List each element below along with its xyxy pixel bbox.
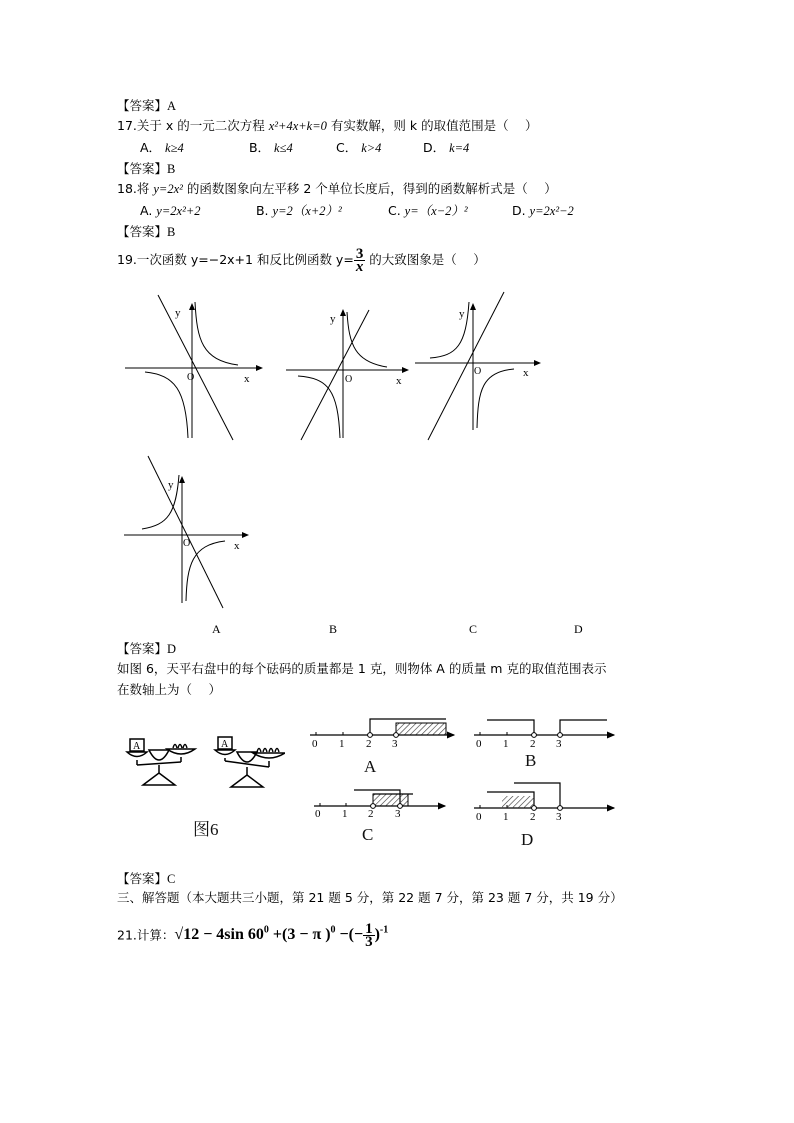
graph-label-a: A xyxy=(212,622,221,636)
stem-text: 将 xyxy=(136,181,154,196)
answer-value: D xyxy=(167,642,177,656)
q19-stem xyxy=(117,246,486,274)
q18-options xyxy=(140,202,574,220)
answer-value: B xyxy=(167,162,176,176)
number-line-label-b: B xyxy=(525,751,537,770)
hyperbola-branch xyxy=(145,372,188,438)
answer-value: C xyxy=(167,872,176,886)
number-line-option-d xyxy=(472,780,622,814)
svg-text:x: x xyxy=(396,375,402,387)
question-number: 18. xyxy=(117,181,137,196)
graph-label-d: D xyxy=(574,622,583,636)
graph-label-b: B xyxy=(329,622,338,636)
number-line-label-d: D xyxy=(521,830,534,849)
option-c: C. y=（x−2）² xyxy=(387,203,468,218)
q17-options xyxy=(140,139,469,157)
svg-text:A: A xyxy=(221,739,229,750)
stem-text: 计算： xyxy=(136,927,175,943)
answer-label: 【答案】 xyxy=(117,224,168,239)
option-b: B． k≤4 xyxy=(248,140,293,155)
equation: y=2x² xyxy=(153,182,183,196)
hyperbola-branch xyxy=(195,302,238,365)
answer-label: 【答案】 xyxy=(117,98,168,113)
q21-stem xyxy=(117,914,388,952)
q18-stem xyxy=(117,180,557,198)
q19-answer xyxy=(117,640,176,658)
stem-text: 关于 x 的一元二次方程 xyxy=(136,118,269,133)
linear-function-line xyxy=(301,310,369,440)
stem-text: 的大致图象是（ ） xyxy=(365,252,486,267)
q17-stem xyxy=(117,117,538,135)
figure-caption: 图6 xyxy=(193,820,219,839)
svg-text:y: y xyxy=(168,479,174,491)
hyperbola-branch xyxy=(298,376,340,438)
stem-text: 有实数解，则 k 的取值范围是（ ） xyxy=(326,118,538,133)
number-line-label-c: C xyxy=(362,825,374,844)
graph-option-c xyxy=(412,290,547,442)
linear-function-line xyxy=(148,456,223,608)
stem-text: 一次函数 y=−2x+1 和反比例函数 y= xyxy=(136,252,354,267)
question-number: 21. xyxy=(117,927,137,943)
option-d: D． k=4 xyxy=(422,140,470,155)
answer-label: 【答案】 xyxy=(117,641,168,656)
graph-option-a xyxy=(120,290,270,442)
svg-text:O: O xyxy=(474,366,482,377)
option-a: A． k≥4 xyxy=(140,140,184,155)
graph-option-b xyxy=(283,290,413,442)
q16-answer xyxy=(117,97,176,115)
number-line-option-b xyxy=(472,712,622,744)
answer-value: B xyxy=(167,225,176,239)
object-a-label: A xyxy=(133,741,141,752)
hyperbola-branch xyxy=(477,369,514,428)
hyperbola-branch xyxy=(186,541,225,601)
y-label: y xyxy=(175,307,181,319)
balance-scales-figure xyxy=(125,735,285,795)
answer-value: A xyxy=(167,99,177,113)
answer-label: 【答案】 xyxy=(117,161,168,176)
svg-text:x: x xyxy=(234,540,240,552)
option-b: B. y=2（x+2）² xyxy=(255,203,342,218)
svg-text:x: x xyxy=(523,367,529,379)
graph-option-d xyxy=(120,453,255,613)
fraction-3-over-x: $\frac{3}{x}$ xyxy=(355,246,364,275)
number-line-option-c xyxy=(310,785,460,815)
answer-label: 【答案】 xyxy=(117,871,168,886)
x-label: x xyxy=(244,373,250,385)
q20-stem-line1: 如图 6，天平右盘中的每个砝码的质量都是 1 克，则物体 A 的质量 m 克的取值范围表示 xyxy=(117,661,607,676)
expression: √12 − 4sin $60^0 +(3 - \pi$ )$^0$ −(− $\frac{1}{3}$ )$^{-1}$ xyxy=(174,921,389,951)
svg-text:O: O xyxy=(345,374,353,385)
option-d: D. y=2x²−2 xyxy=(511,203,574,218)
option-c: C． k>4 xyxy=(335,140,382,155)
graph-label-c: C xyxy=(469,622,478,636)
section-heading: 三、解答题（本大题共三小题，第 21 题 5 分，第 22 题 7 分，第 23 题 7 分，共 19 分） xyxy=(117,890,623,905)
svg-text:O: O xyxy=(183,538,191,549)
equation: x²+4x+k=0 xyxy=(268,119,327,133)
q20-stem-line2: 在数轴上为（ ） xyxy=(117,682,221,697)
origin-label: O xyxy=(187,372,195,383)
hyperbola-branch xyxy=(347,312,387,367)
stem-text: 的函数图象向左平移 2 个单位长度后，得到的函数解析式是（ ） xyxy=(182,181,557,196)
question-number: 19. xyxy=(117,252,137,267)
number-line-option-a xyxy=(308,712,458,744)
option-a: A. y=2x²+2 xyxy=(140,203,201,218)
number-line-label-a: A xyxy=(364,757,377,776)
svg-text:y: y xyxy=(330,313,336,325)
q18-answer xyxy=(117,223,175,241)
question-number: 17. xyxy=(117,118,137,133)
svg-text:y: y xyxy=(459,308,465,320)
q20-answer xyxy=(117,870,175,888)
q17-answer xyxy=(117,160,175,178)
linear-function-line xyxy=(428,292,504,440)
